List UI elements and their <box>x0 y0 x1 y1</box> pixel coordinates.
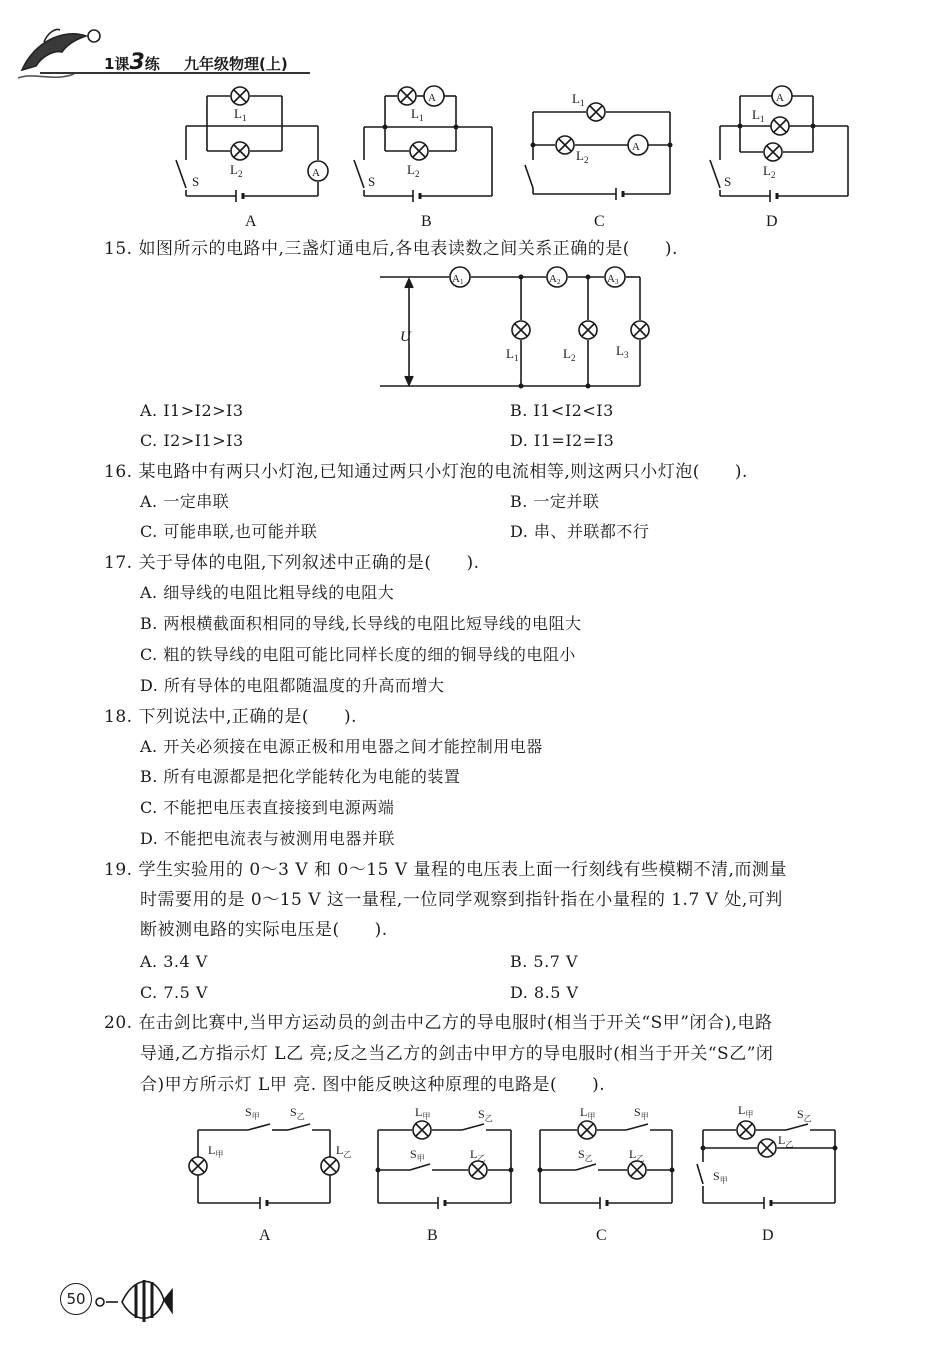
page-number: 50 <box>66 1290 86 1308</box>
svg-text:L2: $L_2$ <box>563 346 576 363</box>
q20-stem-line-3: 合)甲方所示灯 L甲 亮. 图中能反映这种原理的电路是( ). <box>140 1075 606 1095</box>
svg-text:S甲: $S_甲$ <box>245 1105 260 1121</box>
svg-text:L乙: $L_乙$ <box>336 1143 352 1159</box>
svg-text:L1: $L_1$ <box>411 106 424 123</box>
svg-text:A2: A2 <box>549 273 561 286</box>
svg-text:S乙: $S_乙$ <box>797 1107 812 1123</box>
fish-icon <box>94 1272 174 1328</box>
q20-stem-line-1: 20. 在击剑比赛中,当甲方运动员的剑击中乙方的导电服时(相当于开关“S甲”闭合),电路 <box>104 1013 773 1033</box>
q15-option-b-text: B. I1<I2<I3 <box>510 401 614 420</box>
q19-option-d[interactable]: D. 8.5 V <box>510 983 579 1002</box>
svg-text:A: A <box>776 92 784 104</box>
fig-label-a: A <box>245 213 257 230</box>
q16-option-a[interactable]: A. 一定串联 <box>140 492 230 511</box>
svg-text:A: A <box>632 141 640 153</box>
svg-text:L乙: $L_乙$ <box>470 1147 486 1163</box>
q16-option-d[interactable]: D. 串、并联都不行 <box>510 522 650 541</box>
q16-option-c[interactable]: C. 可能串联,也可能并联 <box>140 522 318 541</box>
svg-text:A1: A1 <box>452 273 464 286</box>
q15-option-a-text: A. I1>I2>I3 <box>140 401 244 420</box>
q16-option-b[interactable]: B. 一定并联 <box>510 492 600 511</box>
q19-stem-line-1: 19. 学生实验用的 0～3 V 和 0～15 V 量程的电压表上面一行刻线有些模糊不清,而测量 <box>104 860 787 880</box>
svg-text:S乙: $S_乙$ <box>478 1107 493 1123</box>
svg-text:L1: $L_1$ <box>506 346 519 363</box>
q15-option-c-text: C. I2>I1>I3 <box>140 431 244 450</box>
svg-text:D: D <box>766 213 778 230</box>
svg-text:C: C <box>596 1227 607 1244</box>
svg-text:L3: $L_3$ <box>616 343 629 360</box>
q19-option-a[interactable]: A. 3.4 V <box>140 952 208 971</box>
svg-text:L乙: $L_乙$ <box>778 1133 794 1149</box>
q18-option-c[interactable]: C. 不能把电压表直接接到电源两端 <box>140 798 395 817</box>
q17-option-c[interactable]: C. 粗的铁导线的电阻可能比同样长度的细的铜导线的电阻小 <box>140 645 576 664</box>
q17-option-d[interactable]: D. 所有导体的电阻都随温度的升高而增大 <box>140 676 445 695</box>
q19-option-b[interactable]: B. 5.7 V <box>510 952 579 971</box>
q15-voltage-label: U <box>400 329 411 345</box>
q18-option-a[interactable]: A. 开关必须接在电源正极和用电器之间才能控制用电器 <box>140 737 543 756</box>
header-subtitle: 九年级物理(上) <box>184 55 288 73</box>
q16-stem: 16. 某电路中有两只小灯泡,已知通过两只小灯泡的电流相等,则这两只小灯泡( ). <box>104 462 748 482</box>
svg-text:L2: $L_2$ <box>407 162 420 179</box>
q17-stem: 17. 关于导体的电阻,下列叙述中正确的是( ). <box>104 553 480 573</box>
brand-prefix: 1课 <box>104 55 130 73</box>
svg-text:B: B <box>427 1227 438 1244</box>
brand-number: 3 <box>129 50 145 75</box>
svg-text:L2: $L_2$ <box>763 163 776 180</box>
page-number-badge <box>60 1283 92 1315</box>
svg-text:S乙: $S_乙$ <box>290 1105 305 1121</box>
q15-stem: 15. 如图所示的电路中,三盏灯通电后,各电表读数之间关系正确的是( ). <box>104 239 678 259</box>
q18-option-d[interactable]: D. 不能把电流表与被测用电器并联 <box>140 829 395 848</box>
svg-text:L2: $L_2$ <box>576 148 589 165</box>
svg-text:D: D <box>762 1227 774 1244</box>
q20-circuit-c <box>538 1105 675 1244</box>
svg-text:S: S <box>192 174 200 189</box>
svg-text:S甲: $S_甲$ <box>713 1169 728 1185</box>
svg-text:A3: A3 <box>607 273 619 286</box>
q18-option-b[interactable]: B. 所有电源都是把化学能转化为电能的装置 <box>140 767 461 786</box>
svg-text:S: S <box>368 174 376 189</box>
svg-text:L甲: $L_甲$ <box>738 1103 754 1119</box>
svg-text:S甲: $S_甲$ <box>634 1105 649 1121</box>
svg-text:C: C <box>594 213 605 230</box>
svg-text:S: S <box>724 174 732 189</box>
q17-option-b[interactable]: B. 两根横截面积相同的导线,长导线的电阻比短导线的电阻大 <box>140 614 582 633</box>
svg-text:L2: $L_2$ <box>230 162 243 179</box>
svg-text:L1: $L_1$ <box>572 91 585 108</box>
q20-circuit-b <box>376 1105 514 1244</box>
svg-text:S乙: $S_乙$ <box>578 1147 593 1163</box>
svg-text:L甲: $L_甲$ <box>415 1105 431 1121</box>
q17-option-a[interactable]: A. 细导线的电阻比粗导线的电阻大 <box>140 583 395 602</box>
svg-text:A: A <box>428 92 436 104</box>
svg-text:B: B <box>421 213 432 230</box>
q20-stem-line-2: 导通,乙方指示灯 L乙 亮;反之当乙方的剑击中甲方的导电服时(相当于开关“S乙”闭 <box>140 1044 774 1064</box>
svg-text:A: A <box>312 167 320 179</box>
q20-circuit-d <box>697 1103 838 1244</box>
svg-text:L甲: $L_甲$ <box>580 1105 596 1121</box>
brand-suffix: 练 <box>144 55 160 73</box>
q20-circuit-a <box>189 1105 351 1244</box>
q19-option-c[interactable]: C. 7.5 V <box>140 983 208 1002</box>
svg-text:L1: $L_1$ <box>234 106 247 123</box>
svg-text:S甲: $S_甲$ <box>410 1147 425 1163</box>
q18-stem: 18. 下列说法中,正确的是( ). <box>104 707 358 727</box>
q19-stem-line-2: 时需要用的是 0～15 V 这一量程,一位同学观察到指针指在小量程的 1.7 V 处,可判 <box>140 890 783 910</box>
q15-option-d-text: D. I1=I2=I3 <box>510 431 615 450</box>
svg-text:L乙: $L_乙$ <box>629 1147 645 1163</box>
q19-stem-line-3: 断被测电路的实际电压是( ). <box>140 920 388 940</box>
svg-text:A: A <box>259 1227 271 1244</box>
svg-text:L1: $L_1$ <box>752 107 765 124</box>
svg-text:L甲: $L_甲$ <box>208 1143 224 1159</box>
